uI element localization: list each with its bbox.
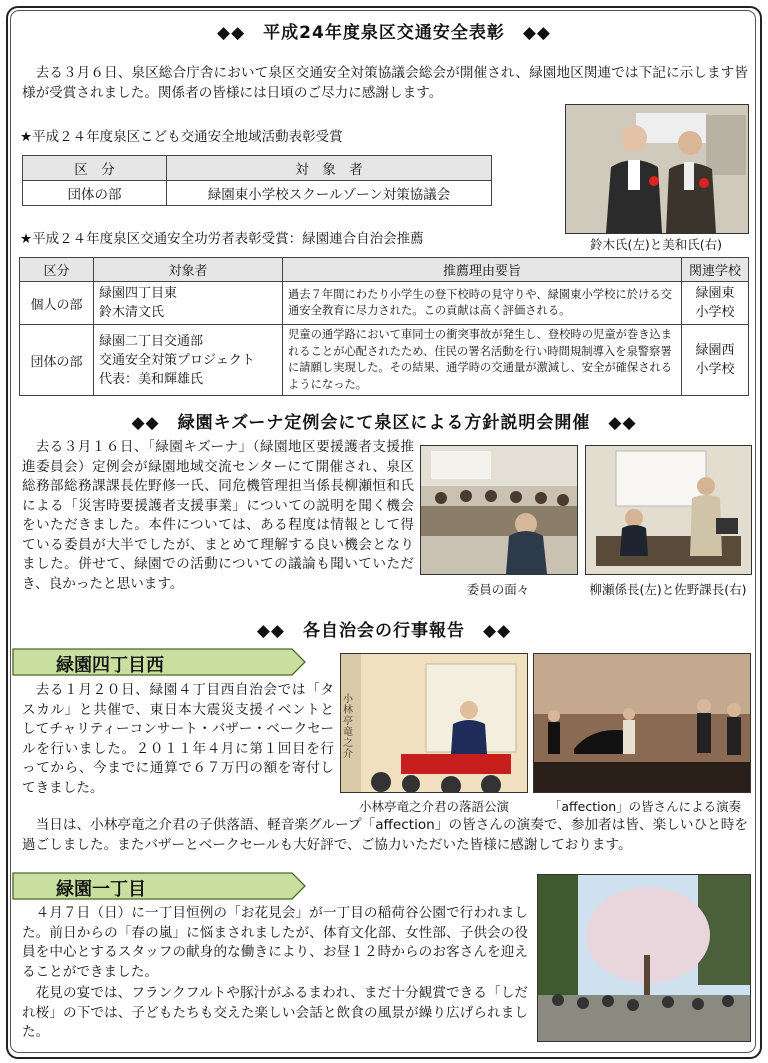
target-line: 緑園二丁目交通部 bbox=[99, 333, 204, 349]
table-cell: 緑園東小学校スクールゾーン対策協議会 bbox=[167, 181, 492, 206]
speakers-illustration bbox=[586, 446, 751, 574]
table-cell: 団体の部 bbox=[20, 325, 94, 396]
table-cell: 個人の部 bbox=[20, 282, 94, 325]
affection-caption: 「affection」の皆さんによる演奏 bbox=[548, 799, 742, 814]
section1-intro: 去る３月６日、泉区総合庁舎において泉区交通安全対策協議会総会が開催され、緑園地区関連では下記に示します皆様が受賞されました。関係者の皆様には日頃のご尽力に感謝します。 bbox=[22, 65, 748, 101]
table-cell: 児童の通学路において車同士の衝突事故が発生し、登校時の児童が巻き込まれることが心配されたため、住民の署名活動を行い時間規制導入を泉警察署に請願し実現した。その結果、通学時の交通量が激減し、安全が確保されるようになった。 bbox=[283, 325, 682, 396]
table-header-cell: 区分 bbox=[20, 258, 94, 282]
table-row bbox=[20, 325, 749, 396]
committee-caption: 委員の面々 bbox=[466, 582, 530, 597]
table-row bbox=[20, 282, 749, 325]
yonchome-text1: 去る１月２０日、緑園４丁目西自治会では「タスカル」と共催で、東日本大震災支援イベントとしてチャリティーコンサート・バザー・ベークセールを行いました。２０１１年４月に第１回目を行ってから、今までに通算で６７万円の額を寄付してきました。 bbox=[22, 682, 334, 796]
committee-photo bbox=[420, 445, 578, 575]
award2-title: ★平成２４年度泉区交通安全功労者表彰受賞：緑園連合自治会推薦 bbox=[20, 231, 424, 247]
table-cell bbox=[94, 282, 283, 325]
table-header-cell: 対 象 者 bbox=[167, 156, 492, 181]
rakugo-caption: 小林亭竜之介君の落語公演 bbox=[358, 799, 509, 814]
table-header-cell: 対象者 bbox=[94, 258, 283, 282]
speakers-photo bbox=[585, 445, 752, 575]
rakugo-illustration bbox=[341, 654, 527, 792]
icchome-text1: ４月７日（日）に一丁目恒例の「お花見会」が一丁目の稲荷谷公園で行われました。前日からの「春の嵐」に悩まされましたが、体育文化部、女性部、子供会の役員を中心とするスタッフの献身的な働きにより、お昼１２時からのお客さんを迎えることができました。 bbox=[22, 905, 528, 980]
target-line: 代表：美和輝雄氏 bbox=[99, 371, 204, 387]
speakers-caption: 柳瀬係長(左)と佐野課長(右) bbox=[589, 582, 747, 597]
table-header-row bbox=[20, 258, 749, 282]
hanami-photo bbox=[537, 874, 751, 1042]
ribbon-yonchome-nishi bbox=[12, 648, 307, 676]
hanami-illustration bbox=[538, 875, 750, 1041]
school-line: 緑園西 bbox=[695, 343, 735, 358]
ribbon-icchome bbox=[12, 872, 307, 900]
award-photo-caption: 鈴木氏(左)と美和氏(右) bbox=[589, 237, 722, 252]
school-line: 小学校 bbox=[695, 305, 735, 320]
school-line: 緑園東 bbox=[695, 286, 735, 301]
yonchome-text2: 当日は、小林亭竜之介君の子供落語、軽音楽グループ「affection」の皆さんの演奏で、参加者は皆、楽しいひと時を過ごしました。またバザーとベークセールも大好評で、ご協力いただいた皆様に感謝しております。 bbox=[22, 817, 748, 853]
target-line: 鈴木清文氏 bbox=[99, 305, 165, 320]
target-line: 緑園四丁目東 bbox=[99, 286, 178, 301]
award2-table bbox=[19, 257, 749, 396]
table-cell bbox=[682, 325, 749, 396]
school-line: 小学校 bbox=[695, 362, 735, 377]
section2-heading: ◆◆ 緑園キズーナ定例会にて泉区による方針説明会開催 ◆◆ bbox=[131, 413, 637, 433]
section1-heading: ◆◆ 平成24年度泉区交通安全表彰 ◆◆ bbox=[217, 23, 551, 43]
committee-illustration bbox=[421, 446, 577, 574]
table-row bbox=[23, 181, 492, 206]
subsection-title: 緑園四丁目西 bbox=[56, 655, 164, 676]
target-line: 交通安全対策プロジェクト bbox=[99, 352, 255, 368]
rakugo-photo bbox=[340, 653, 528, 793]
award1-table bbox=[22, 155, 492, 206]
icchome-text2: 花見の宴では、フランクフルトや豚汁がふるまわれ、まだ十分観賞できる「しだれ桜」の下では、子どもたちも交えた楽しい会話と飲食の風景が繰り広げられました。 bbox=[22, 985, 528, 1040]
award-recipients-photo bbox=[565, 104, 749, 234]
table-cell bbox=[94, 325, 283, 396]
table-header-cell: 推薦理由要旨 bbox=[283, 258, 682, 282]
award1-title: ★平成２４年度泉区こども交通安全地域活動表彰受賞 bbox=[20, 129, 343, 145]
subsection-title: 緑園一丁目 bbox=[56, 879, 146, 900]
section2-text: 去る３月１６日、「緑園キズーナ」（緑園地区要援護者支援推進委員会）定例会が緑園地域交流センターにて開催され、泉区総務部総務課課長佐野修一氏、同危機管理担当係長柳瀬恒和氏による「災害時要援護者支援事業」についての説明を聞く機会をいただきました。本件については、ある程度は情報として得ている委員が大半でしたが、まとめて理解する良い機会となりました。併せて、緑園での活動についての議論も聞いていただき、良かったと思います。 bbox=[22, 439, 414, 592]
table-cell: 団体の部 bbox=[23, 181, 167, 206]
award-recipients-illustration bbox=[566, 105, 748, 233]
banner-vertical-text: 小林亭竜之介 bbox=[343, 694, 353, 760]
affection-photo bbox=[533, 653, 751, 793]
table-cell: 過去７年間にわたり小学生の登下校時の見守りや、緑園東小学校に於ける交通安全教育に尽力された。この貢献は高く評価される。 bbox=[283, 282, 682, 325]
section3-heading: ◆◆ 各自治会の行事報告 ◆◆ bbox=[256, 621, 512, 641]
table-header-cell: 区 分 bbox=[23, 156, 167, 181]
affection-illustration bbox=[534, 654, 750, 792]
table-header-row bbox=[23, 156, 492, 181]
table-cell bbox=[682, 282, 749, 325]
table-header-cell: 関連学校 bbox=[682, 258, 749, 282]
